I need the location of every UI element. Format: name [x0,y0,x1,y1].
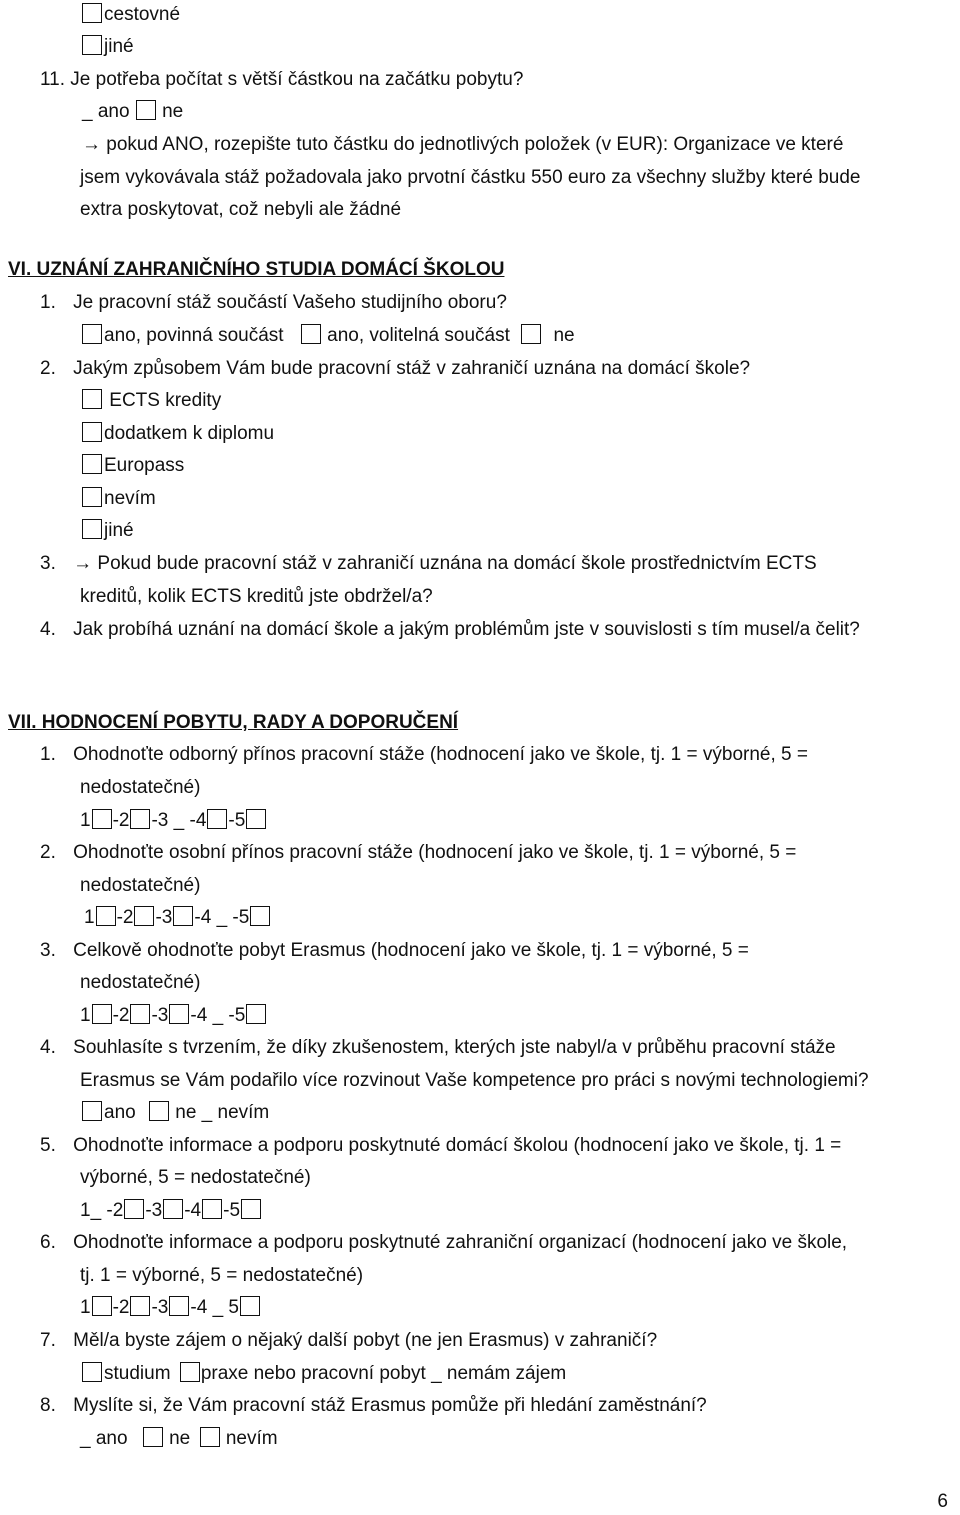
s7-question-1: 1. Ohodnoťte odborný přínos pracovní stáže (hodnocení jako ve škole, tj. 1 = výborné, 5 = [40,744,808,765]
checkbox[interactable] [82,487,102,507]
checkbox[interactable] [124,1199,144,1219]
checkbox[interactable] [173,906,193,926]
checkbox[interactable] [250,906,270,926]
checkbox[interactable] [200,1427,220,1447]
option-cestovne: cestovné [82,3,180,27]
checkbox[interactable] [130,809,150,829]
question-11: 11. Je potřeba počítat s větší částkou na začátku pobytu? [40,69,524,90]
checkbox[interactable] [82,1362,102,1382]
s7-q1-scale: 1 -2 -3 _ -4 -5 [80,809,267,833]
s7-q3-scale: 1 -2 -3 -4 _ -5 [80,1004,267,1028]
checkbox[interactable] [82,519,102,539]
s7-q4-options: ano ne _ nevím [82,1101,269,1125]
q11-detail-line3: extra poskytovat, což nebyli ale žádné [80,199,402,220]
s6-q2-option-nevim: nevím [82,487,156,511]
checkbox[interactable] [143,1427,163,1447]
checkbox[interactable] [207,809,227,829]
checkbox[interactable] [169,1004,189,1024]
s7-q7-options: studium praxe nebo pracovní pobyt _ nemám zájem [82,1362,566,1386]
checkbox[interactable] [246,809,266,829]
s7-q6-line2: tj. 1 = výborné, 5 = nedostatečné) [80,1265,364,1286]
checkbox[interactable] [301,324,321,344]
s7-question-3: 3. Celkově ohodnoťte pobyt Erasmus (hodnocení jako ve škole, tj. 1 = výborné, 5 = [40,940,749,961]
s6-q2-option-europass: Europass [82,454,184,478]
s6-q2-option-diploma: dodatkem k diplomu [82,422,274,446]
checkbox[interactable] [521,324,541,344]
checkbox[interactable] [92,1296,112,1316]
s7-question-6: 6. Ohodnoťte informace a podporu poskytnuté zahraniční organizací (hodnocení jako ve škole, [40,1232,848,1253]
s6-q1-options: ano, povinná součást ano, volitelná součást ne [82,324,575,348]
checkbox[interactable] [82,454,102,474]
checkbox[interactable] [130,1004,150,1024]
s6-question-3: 3. → Pokud bude pracovní stáž v zahraničí uznána na domácí škole prostřednictvím ECTS [40,553,817,574]
s7-q6-scale: 1 -2 -3 -4 _ 5 [80,1296,261,1320]
s7-q4-line2: Erasmus se Vám podařilo více rozvinout Vaše kompetence pro práci s novými technologiemi? [80,1070,869,1091]
checkbox[interactable] [130,1296,150,1316]
s6-q2-option-ects: ECTS kredity [82,389,221,413]
s6-question-2: 2. Jakým způsobem Vám bude pracovní stáž v zahraničí uznána na domácí škole? [40,358,751,379]
s7-q8-options: _ ano ne nevím [80,1428,278,1449]
checkbox[interactable] [169,1296,189,1316]
checkbox[interactable] [96,906,116,926]
q11-detail-line1: → pokud ANO, rozepište tuto částku do jednotlivých položek (v EUR): Organizace ve které [82,134,844,155]
checkbox[interactable] [92,809,112,829]
checkbox[interactable] [241,1199,261,1219]
checkbox[interactable] [92,1004,112,1024]
option-jine: jiné [82,35,134,59]
s6-q3-line2: kreditů, kolik ECTS kreditů jste obdržel/a? [80,586,433,607]
checkbox[interactable] [82,324,102,344]
page-number: 6 [937,1491,948,1512]
checkbox[interactable] [82,422,102,442]
checkbox[interactable] [163,1199,183,1219]
checkbox[interactable] [149,1101,169,1121]
q11-options: _ ano ne [82,101,184,122]
s7-question-2: 2. Ohodnoťte osobní přínos pracovní stáže (hodnocení jako ve škole, tj. 1 = výborné, 5 = [40,842,797,863]
s7-q1-line2: nedostatečné) [80,777,201,798]
section-heading-vi: VI. UZNÁNÍ ZAHRANIČNÍHO STUDIA DOMÁCÍ ŠKOLOU [8,259,505,280]
checkbox[interactable] [134,906,154,926]
checkbox[interactable] [180,1362,200,1382]
checkbox[interactable] [136,100,156,120]
s7-question-7: 7. Měl/a byste zájem o nějaký další pobyt (ne jen Erasmus) v zahraničí? [40,1330,658,1351]
s6-question-4: 4. Jak probíhá uznání na domácí škole a jakým problémům jste v souvislosti s tím musel/a čelit? [40,619,860,640]
checkbox[interactable] [82,1101,102,1121]
s7-q2-line2: nedostatečné) [80,875,201,896]
s7-question-4: 4. Souhlasíte s tvrzením, že díky zkušenostem, kterých jste nabyl/a v průběhu pracovní stáže [40,1037,836,1058]
s7-q5-scale: 1_ -2 -3 -4 -5 [80,1199,262,1223]
s7-q3-line2: nedostatečné) [80,972,201,993]
section-heading-vii: VII. HODNOCENÍ POBYTU, RADY A DOPORUČENÍ [8,712,459,733]
s6-q2-option-jine: jiné [82,519,134,543]
checkbox[interactable] [82,35,102,55]
q11-detail-line2: jsem vykovávala stáž požadovala jako prvotní částku 550 euro za všechny služby které bude [80,167,861,188]
checkbox[interactable] [240,1296,260,1316]
checkbox[interactable] [246,1004,266,1024]
checkbox[interactable] [82,3,102,23]
checkbox[interactable] [82,389,102,409]
s7-q2-scale: 1 -2 -3 -4 _ -5 [84,906,271,930]
s7-q5-line2: výborné, 5 = nedostatečné) [80,1167,311,1188]
checkbox[interactable] [202,1199,222,1219]
s6-question-1: 1. Je pracovní stáž součástí Vašeho studijního oboru? [40,292,507,313]
s7-question-8: 8. Myslíte si, že Vám pracovní stáž Erasmus pomůže při hledání zaměstnání? [40,1395,707,1416]
s7-question-5: 5. Ohodnoťte informace a podporu poskytnuté domácí školou (hodnocení jako ve škole, tj. 1 = [40,1135,842,1156]
